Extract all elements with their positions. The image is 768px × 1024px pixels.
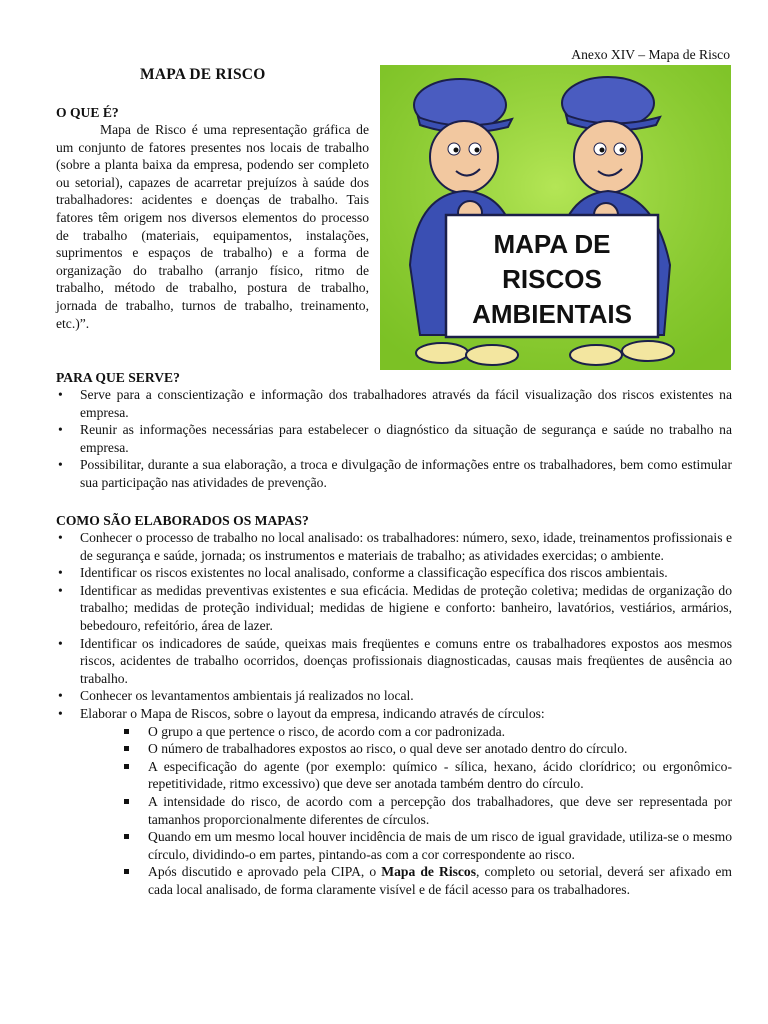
page-title: MAPA DE RISCO (140, 66, 266, 83)
sub-list (80, 723, 732, 899)
purpose-list (56, 386, 732, 492)
sub-list-item: O grupo a que pertence o risco, de acordo com a cor padronizada. (80, 723, 732, 741)
sign-line-2: RISCOS (502, 264, 602, 294)
mapa-de-riscos-bold: Mapa de Riscos (381, 864, 477, 880)
list-item: • Elaborar o Mapa de Riscos, sobre o layout da empresa, indicando através de círculos: O grupo a que pertence o risco, de acordo com a cor padronizada. O número de trabalhadores expostos ao risco, o qual deve ser anotado dentro do círculo. A especificação do agente (por exemplo: químico - sílica, hexano, ácido clorídrico; ou ergonômico-repetitividade, ritmo excessivo) que deve ser anotada também dentro do círculo. A intensidade do risco, de acordo com a percepção dos trabalhadores, que deve ser representada por tamanhos proporcionalmente diferentes de círculos. Quando em um mesmo local houver incidência de mais de um risco de igual gravidade, utiliza-se o mesmo círculo, dividindo-o em partes, pintando-as com a cor correspondente ao risco. Após discutido e aprovado pela CIPA, o Mapa de Riscos, completo ou setorial, deverá ser afixado em cada local analisado, de forma claramente visível e de fácil acesso para os trabalhadores. (58, 705, 732, 897)
list-item: • Identificar os riscos existentes no local analisado, conforme a classificação específica dos riscos ambientais. (58, 565, 668, 581)
sign-line-1: MAPA DE (493, 229, 611, 259)
sub-list-item: O número de trabalhadores expostos ao risco, o qual deve ser anotado dentro do círculo. (80, 740, 732, 758)
what-paragraph (56, 121, 369, 332)
list-item: • Identificar os indicadores de saúde, queixas mais freqüentes e comuns entre os trabalhadores expostos aos mesmos riscos, acidentes de trabalho ocorridos, doenças profissionais diagnosticadas, causas mais freqüentes de ausência ao trabalho. (58, 635, 732, 686)
what-heading: O QUE É? (56, 105, 119, 120)
sub-list-item: A especificação do agente (por exemplo: químico - sílica, hexano, ácido clorídrico; ou ergonômico-repetitividade, ritmo excessivo) que deve ser anotada também dentro do círculo. (80, 758, 732, 793)
workers-holding-sign-image (380, 65, 731, 370)
list-item: • Identificar as medidas preventivas existentes e sua eficácia. Medidas de proteção coletiva; medidas de organização do trabalho; medidas de proteção individual; medidas de higiene e conforto: banheiro, lavatórios, vestiários, armários, bebedouro, refeitório, área de lazer. (58, 582, 732, 633)
list-item: • Reunir as informações necessárias para estabelecer o diagnóstico da situação de segurança e saúde no trabalho na empresa. (58, 422, 732, 455)
risk-map-illustration (380, 65, 731, 370)
annex-label: Anexo XIV – Mapa de Risco (571, 47, 730, 62)
list-item: • Conhecer o processo de trabalho no local analisado: os trabalhadores: número, sexo, idade, treinamentos profissionais e de segurança e saúde, jornada; os instrumentos e materiais de trabalho; as atividades exercidas; o ambiente. (58, 530, 732, 563)
list-item: • Conhecer os levantamentos ambientais já realizados no local. (58, 688, 414, 704)
sub-list-item: Quando em um mesmo local houver incidência de mais de um risco de igual gravidade, utiliza-se o mesmo círculo, dividindo-o em partes, pintando-as com a cor correspondente ao risco. (80, 828, 732, 863)
sub-list-item: A intensidade do risco, de acordo com a percepção dos trabalhadores, que deve ser representada por tamanhos proporcionalmente diferentes de círculos. (80, 793, 732, 828)
how-list (56, 529, 732, 898)
purpose-heading: PARA QUE SERVE? (56, 370, 180, 385)
sign-line-3: AMBIENTAIS (472, 299, 632, 329)
list-item: • Possibilitar, durante a sua elaboração, a troca e divulgação de informações entre os trabalhadores, bem como estimular sua participação nas atividades de prevenção. (58, 457, 732, 490)
what-text: Mapa de Risco é uma representação gráfica de um conjunto de fatores presentes nos locais de trabalho (sobre a planta baixa da empresa, podendo ser completo ou setorial), capazes de acarretar prejuízos à saúde dos trabalhadores: acidentes e doenças de trabalho. Tais fatores têm origem nos diversos elementos do processo de trabalho (materiais, equipamentos, instalações, suprimentos e espaços de trabalho) e a forma de organização do trabalho (arranjo físico, ritmo de trabalho, método de trabalho, postura de trabalho, jornada de trabalho, turnos de trabalho, treinamento, etc.)”. (56, 122, 369, 331)
sign-board (446, 215, 658, 337)
how-heading: COMO SÃO ELABORADOS OS MAPAS? (56, 513, 309, 528)
sub-list-item: Após discutido e aprovado pela CIPA, o Mapa de Riscos, completo ou setorial, deverá ser afixado em cada local analisado, de forma claramente visível e de fácil acesso para os trabalhadores. (80, 863, 732, 898)
list-item: • Serve para a conscientização e informação dos trabalhadores através da fácil visualização dos riscos existentes na empresa. (58, 387, 732, 420)
